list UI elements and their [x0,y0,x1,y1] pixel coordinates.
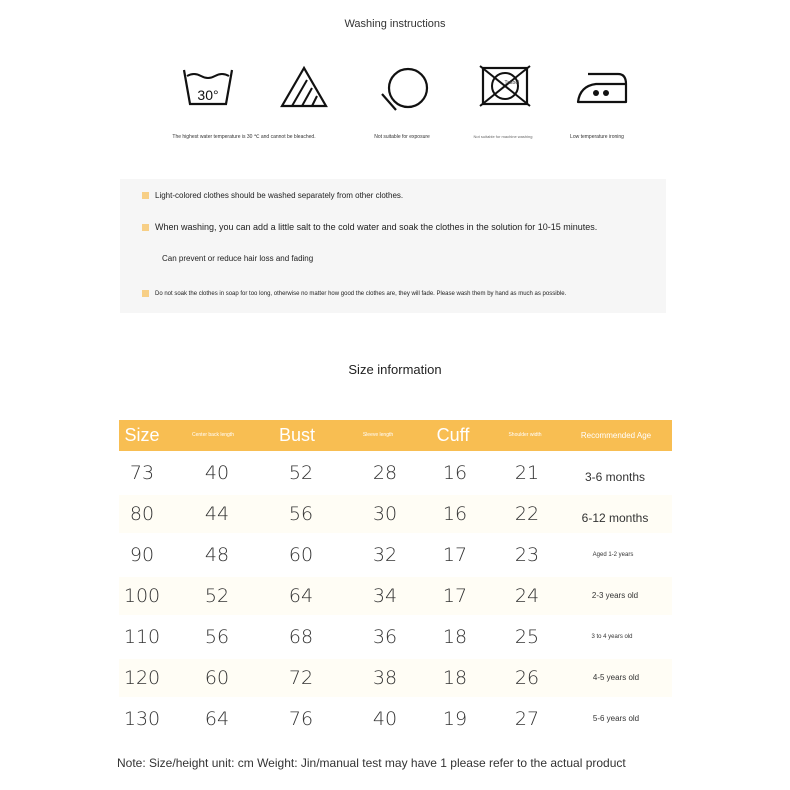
cell-back-length: 52 [204,585,230,607]
cell-shoulder-width: 27 [514,708,540,730]
table-row [119,536,672,574]
table-row [119,495,672,533]
table-row [119,700,672,738]
tip-item [142,191,403,200]
no-bleach-icon [278,62,338,112]
cell-size: 120 [123,667,161,689]
tip-item [142,222,597,232]
cell-size: 110 [123,626,161,648]
header-size: Size [124,425,160,445]
no-sun-exposure-icon [378,62,438,112]
washing-tips-panel [120,179,666,313]
cell-sleeve-length: 32 [372,544,398,566]
cell-age: 3 to 4 years old [591,634,633,640]
cell-bust: 60 [288,544,314,566]
cell-size: 130 [123,708,161,730]
cell-bust: 64 [288,585,314,607]
cell-cuff: 18 [442,667,468,689]
cell-back-length: 48 [204,544,230,566]
cell-shoulder-width: 22 [514,503,540,525]
cell-bust: 72 [288,667,314,689]
header-bust: Bust [278,425,316,445]
cell-cuff: 19 [442,708,468,730]
washing-title: Washing instructions [344,18,446,30]
cell-bust: 76 [288,708,314,730]
cell-cuff: 16 [442,503,468,525]
cell-back-length: 60 [204,667,230,689]
tip-item [142,290,566,297]
caption-no-machine-wash: Not suitable for machine washing [473,134,533,139]
size-note: Note: Size/height unit: cm Weight: Jin/manual test may have 1 please refer to the actual product [117,756,626,770]
cell-back-length: 44 [204,503,230,525]
cell-shoulder-width: 26 [514,667,540,689]
size-info-title: Size information [348,362,442,377]
caption-low-iron: Low temperature ironing [570,134,624,140]
tip-text: Can prevent or reduce hair loss and fading [162,254,314,263]
table-row [119,659,672,697]
cell-cuff: 18 [442,626,468,648]
cell-sleeve-length: 40 [372,708,398,730]
cell-shoulder-width: 23 [514,544,540,566]
wash-temp-label: 30° [197,87,219,103]
cell-size: 80 [129,503,155,525]
cell-age: 5-6 years old [592,714,640,723]
table-row [119,618,672,656]
wash-30-icon [180,62,240,112]
header-sleeve-length: Sleeve length [362,432,394,438]
cell-age: 2-3 years old [591,591,639,600]
cell-sleeve-length: 38 [372,667,398,689]
cell-bust: 56 [288,503,314,525]
cell-shoulder-width: 21 [514,462,540,484]
header-back-length: Center back length [192,432,234,438]
bullet-square-icon [142,224,149,231]
cell-cuff: 16 [442,462,468,484]
cell-age: 6-12 months [581,511,649,525]
tip-item [162,254,313,263]
size-table-header [119,420,672,451]
cell-shoulder-width: 25 [514,626,540,648]
cell-age: Aged 1-2 years [592,552,634,558]
bullet-square-icon [142,290,149,297]
no-machine-wash-icon [476,62,536,112]
cell-cuff: 17 [442,544,468,566]
header-recommended-age: Recommended Age [580,431,652,440]
cell-age: 3-6 months [584,470,646,484]
cell-bust: 52 [288,462,314,484]
cell-back-length: 40 [204,462,230,484]
header-shoulder-width: Shoulder width [508,432,542,438]
machine-wash-label: Tattoo! [504,80,520,86]
cell-bust: 68 [288,626,314,648]
cell-sleeve-length: 36 [372,626,398,648]
tip-text: Light-colored clothes should be washed separately from other clothes. [155,191,404,200]
bullet-square-icon [142,192,149,199]
table-row [119,454,672,492]
cell-size: 100 [123,585,161,607]
care-icons-row [0,62,790,122]
cell-size: 73 [129,462,155,484]
table-row [119,577,672,615]
cell-shoulder-width: 24 [514,585,540,607]
cell-sleeve-length: 28 [372,462,398,484]
cell-sleeve-length: 34 [372,585,398,607]
tip-text: Do not soak the clothes in soap for too long, otherwise no matter how good the clothes are, they will fade. Please wash them by hand as much as possible. [155,291,567,298]
tip-text: When washing, you can add a little salt to the cold water and soak the clothes in the solution for 10-15 minutes. [155,222,598,232]
header-cuff: Cuff [436,425,470,445]
low-temp-iron-icon [574,62,634,112]
cell-sleeve-length: 30 [372,503,398,525]
cell-size: 90 [129,544,155,566]
cell-back-length: 64 [204,708,230,730]
cell-age: 4-5 years old [592,673,640,682]
cell-cuff: 17 [442,585,468,607]
cell-back-length: 56 [204,626,230,648]
caption-wash-bleach: The highest water temperature is 30 ℃ and cannot be bleached. [172,134,316,140]
caption-no-exposure: Not suitable for exposure [374,134,430,140]
